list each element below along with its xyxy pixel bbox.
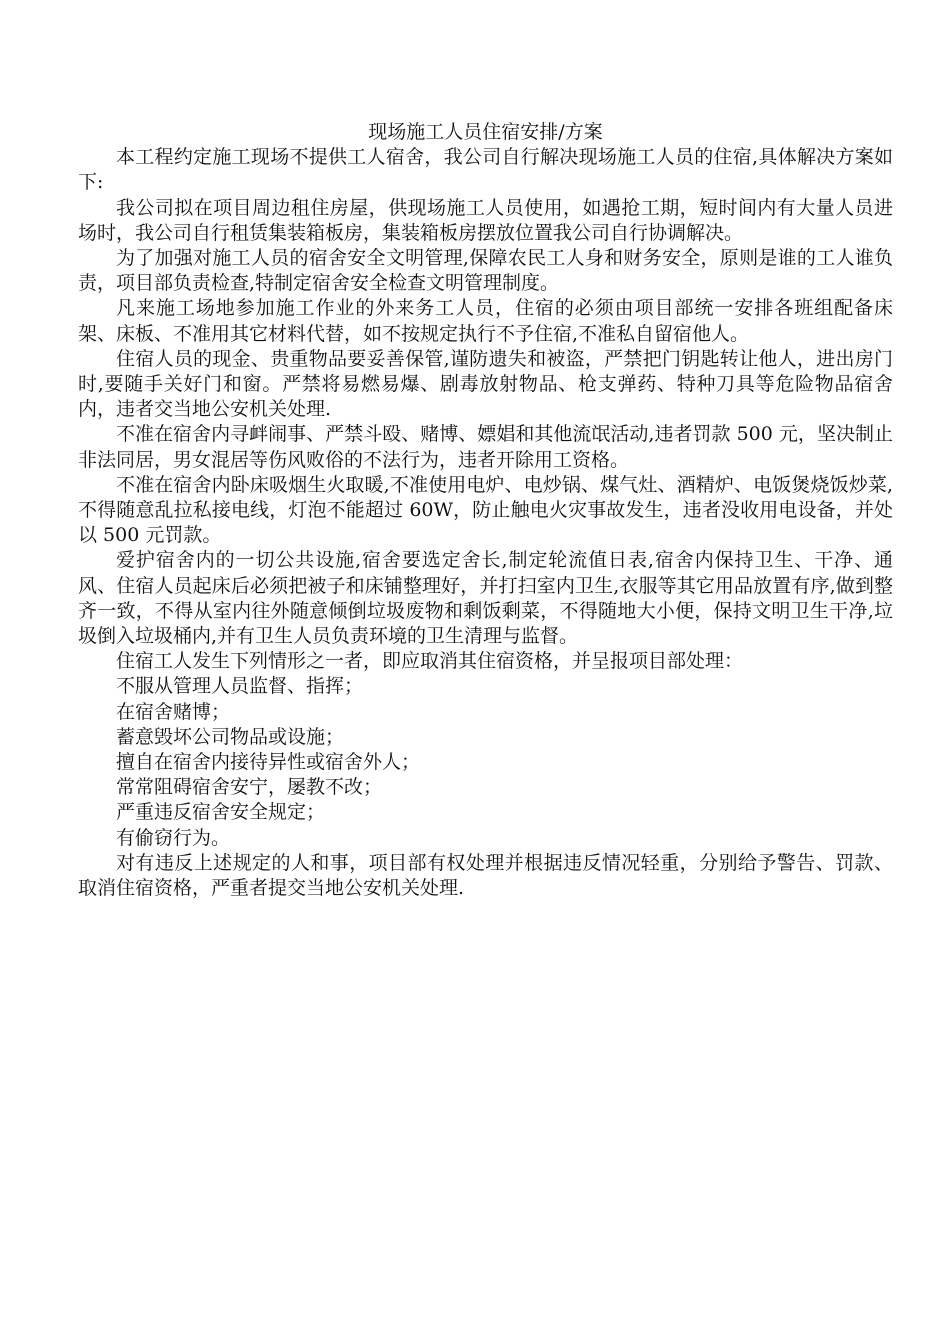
list-item: 蓄意毁坏公司物品或设施； [116, 725, 345, 748]
list-item: 严重违反宿舍安全规定； [116, 801, 326, 824]
paragraph: 我公司拟在项目周边租住房屋，供现场施工人员使用，如遇抢工期，短时间内有大量人员进场时，我公司自行租赁集装箱板房，集装箱板房摆放位置我公司自行协调解决。 [78, 196, 893, 244]
list-item: 在宿舍赌博； [116, 700, 231, 723]
document-title: 现场施工人员住宿安排/方案 [368, 121, 603, 143]
paragraph: 住宿工人发生下列情形之一者，即应取消其住宿资格，并呈报项目部处理： [116, 650, 744, 673]
closing-paragraph: 对有违反上述规定的人和事，项目部有权处理并根据违反情况轻重，分别给予警告、罚款、取消住宿资格，严重者提交当地公安机关处理. [78, 851, 893, 900]
paragraph: 住宿人员的现金、贵重物品要妥善保管,谨防遗失和被盗，严禁把门钥匙转让他人，进出房门时,要随手关好门和窗。严禁将易燃易爆、剧毒放射物品、枪支弹药、特种刀具等危险物品宿舍内，违者交当地公安机关处理. [78, 347, 893, 421]
document-page [78, 120, 893, 901]
paragraph: 本工程约定施工现场不提供工人宿舍，我公司自行解决现场施工人员的住宿,具体解决方案如下: [78, 146, 893, 194]
list-item: 有偷窃行为。 [116, 826, 231, 849]
paragraph: 不准在宿舍内寻衅闹事、严禁斗殴、赌博、嫖娼和其他流氓活动,违者罚款 500 元，坚决制止非法同居，男女混居等伤风败俗的不法行为，违者开除用工资格。 [78, 423, 893, 471]
paragraph: 为了加强对施工人员的宿舍安全文明管理,保障农民工人身和财务安全，原则是谁的工人谁负责，项目部负责检查,特制定宿舍安全检查文明管理制度。 [78, 247, 893, 295]
paragraph: 凡来施工场地参加施工作业的外来务工人员，住宿的必须由项目部统一安排各班组配备床架、床板、不准用其它材料代替，如不按规定执行不予住宿,不准私自留宿他人。 [78, 297, 893, 345]
list-item: 擅自在宿舍内接待异性或宿舍外人； [116, 751, 421, 774]
paragraph: 不准在宿舍内卧床吸烟生火取暖,不准使用电炉、电炒锅、煤气灶、酒精炉、电饭煲烧饭炒菜,不得随意乱拉私接电线，灯泡不能超过 60W，防止触电火灾事故发生，违者没收用电设备，并处以 500 元罚款。 [78, 473, 893, 547]
paragraph: 爱护宿舍内的一切公共设施,宿舍要选定舍长,制定轮流值日表,宿舍内保持卫生、干净、通风、住宿人员起床后必须把被子和床铺整理好，并打扫室内卫生,衣服等其它用品放置有序,做到整齐一致，不得从室内往外随意倾倒垃圾废物和剩饭剩菜，不得随地大小便，保持文明卫生干净,垃圾倒入垃圾桶内,并有卫生人员负责环境的卫生清理与监督。 [78, 549, 893, 648]
list-item: 不服从管理人员监督、指挥； [116, 675, 364, 698]
list-item: 常常阻碍宿舍安宁，屡教不改； [116, 776, 383, 799]
